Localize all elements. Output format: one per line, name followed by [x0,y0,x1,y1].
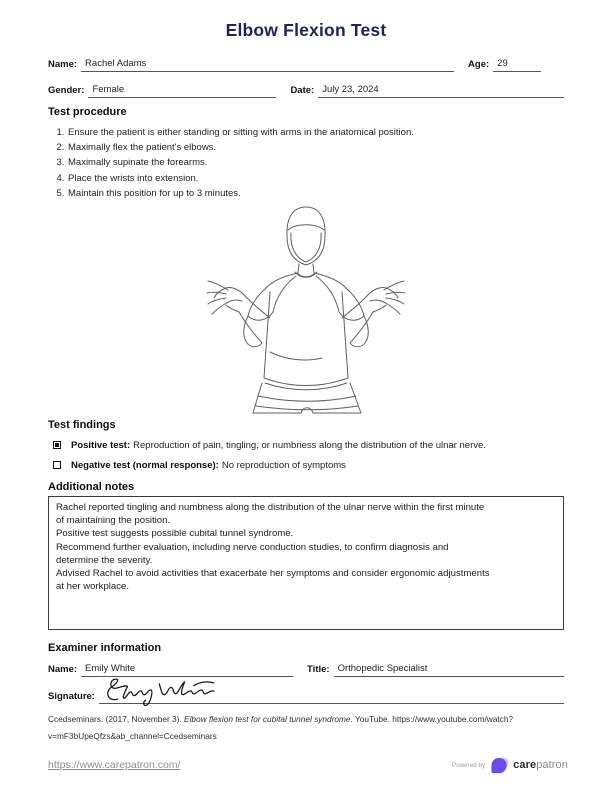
procedure-step: 3. Maximally supinate the forearms. [67,155,564,170]
test-findings-heading: Test findings [48,419,116,432]
negative-test-text: No reproduction of symptoms [221,460,346,472]
date-field[interactable]: July 23, 2024 [318,84,564,98]
citation-text: . YouTube. https://www.youtube.com/watch? [350,714,514,724]
patient-gender-date-row [48,84,564,98]
additional-notes-field[interactable] [48,496,564,630]
page-footer [48,754,568,776]
procedure-step: 2. Maximally flex the patient's elbows. [67,140,564,155]
notes-line: Recommend further evaluation, including nerve conduction studies, to confirm diagnosis and [56,541,449,553]
reference-citation [48,711,568,744]
gender-field[interactable]: Female [88,84,276,98]
notes-line: of maintaining the position. [56,515,171,527]
patient-name-age-row [48,58,564,72]
examiner-title-field[interactable]: Orthopedic Specialist [334,663,564,677]
signature-label: Signature: [48,691,95,703]
notes-line: Rachel reported tingling and numbness along the distribution of the ulnar nerve within the first minute [56,502,485,514]
notes-line: Advised Rachel to avoid activities that exacerbate her symptoms and consider ergonomic adjustments [56,568,490,580]
notes-line: at her workplace. [56,581,130,593]
additional-notes-heading: Additional notes [48,481,135,494]
test-procedure-heading: Test procedure [48,106,127,118]
carepatron-link[interactable]: https://www.carepatron.com/ [48,759,181,771]
procedure-step: 4. Place the wrists into extension. [67,171,564,186]
brand-patron-text: patron [536,759,568,771]
procedure-steps-list [48,125,564,201]
positive-test-text: Reproduction of pain, tingling, or numbness along the distribution of the ulnar nerve. [133,440,486,452]
carepatron-brand [452,756,568,775]
notes-line: determine the severity. [56,554,153,566]
signature-image [103,675,221,707]
examiner-name-field[interactable]: Emily White [81,663,293,677]
positive-test-label: Positive test: [71,440,131,452]
signature-row [48,687,564,704]
notes-line: Positive test suggests possible cubital tunnel syndrome. [56,528,294,540]
signature-field[interactable] [99,688,564,704]
age-label: Age: [468,59,490,70]
negative-test-row [48,460,564,471]
date-label: Date: [290,85,315,96]
carepatron-logo-icon [490,756,510,775]
name-field[interactable]: Rachel Adams [81,58,454,72]
powered-by-label: Powered by [451,761,486,769]
negative-test-label: Negative test (normal response): [71,460,219,472]
citation-title-italic: Elbow flexion test for cubital tunnel syndrome [184,714,351,724]
examiner-title-label: Title: [307,664,330,676]
citation-url-continuation: v=mF3bUpeQfzs&ab_channel=Ccedseminars [48,730,217,741]
negative-test-checkbox[interactable] [53,461,61,469]
name-label: Name: [48,59,78,70]
positive-test-checkbox[interactable] [53,441,61,449]
procedure-step: 5. Maintain this position for up to 3 minutes. [67,186,564,201]
elbow-flexion-illustration [48,202,564,414]
procedure-step: 1. Ensure the patient is either standing or sitting with arms in the anatomical position. [67,125,564,140]
page-title: Elbow Flexion Test [225,20,387,40]
age-field[interactable]: 29 [493,58,541,72]
examiner-name-label: Name: [48,664,78,676]
positive-test-row [48,440,564,451]
citation-text: Ccedseminars. (2017, November 3). [48,714,185,724]
examiner-information-heading: Examiner information [48,642,162,655]
brand-care-text: care [513,759,537,771]
gender-label: Gender: [48,85,85,96]
shrugging-man-drawing [206,202,406,414]
